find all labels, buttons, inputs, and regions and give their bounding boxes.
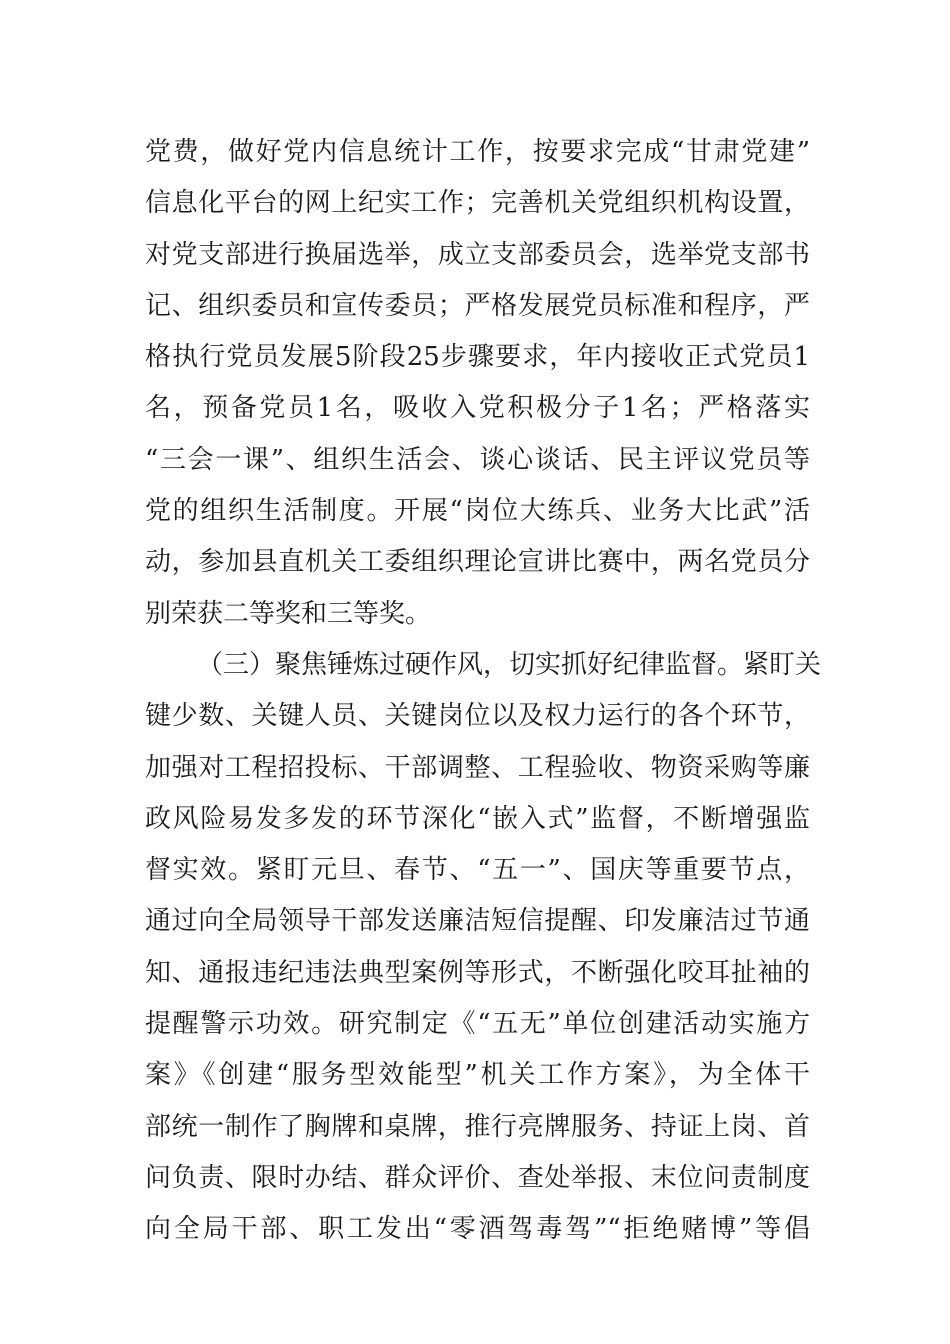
text-line: 党的组织生活制度。开展“岗位大练兵、业务大比武”活: [145, 496, 810, 527]
text-line: 督实效。紧盯元旦、春节、“五一”、国庆等重要节点，: [145, 855, 810, 886]
text-line: （三）聚焦锤炼过硬作风，切实抓好纪律监督。紧盯关: [197, 649, 822, 680]
text-line: 通过向全局领导干部发送廉洁短信提醒、印发廉洁过节通: [145, 906, 810, 937]
text-line: 部统一制作了胸牌和桌牌，推行亮牌服务、持证上岗、首: [145, 1111, 810, 1142]
paragraph-party-work: [145, 127, 810, 640]
text-line: 政风险易发多发的环节深化“嵌入式”监督，不断增强监: [145, 803, 810, 834]
text-line: 知、通报违纪违法典型案例等形式，不断强化咬耳扯袖的: [145, 957, 810, 988]
text-line: 案》《创建“服务型效能型”机关工作方案》，为全体干: [145, 1060, 810, 1091]
text-line: 记、组织委员和宣传委员；严格发展党员标准和程序，严: [145, 290, 810, 321]
text-line: 格执行党员发展5阶段25步骤要求，年内接收正式党员1: [145, 342, 810, 373]
text-line: 键少数、关键人员、关键岗位以及权力运行的各个环节，: [145, 701, 810, 732]
text-line: “三会一课”、组织生活会、谈心谈话、民主评议党员等: [145, 444, 810, 475]
text-line: 加强对工程招投标、干部调整、工程验收、物资采购等廉: [145, 752, 810, 783]
text-line: 向全局干部、职工发出“零酒驾毒驾”“拒绝赌博”等倡: [145, 1214, 810, 1245]
text-line: 提醒警示功效。研究制定《“五无”单位创建活动实施方: [145, 1009, 810, 1040]
text-line: 对党支部进行换届选举，成立支部委员会，选举党支部书: [145, 239, 810, 270]
text-line: 问负责、限时办结、群众评价、查处举报、末位问责制度: [145, 1162, 810, 1193]
text-line: 别荣获二等奖和三等奖。: [145, 598, 432, 629]
text-line: 名，预备党员1名，吸收入党积极分子1名；严格落实: [145, 393, 810, 424]
text-line: 动，参加县直机关工委组织理论宣讲比赛中，两名党员分: [145, 547, 810, 578]
text-line: 信息化平台的网上纪实工作；完善机关党组织机构设置，: [145, 188, 810, 219]
text-line: 党费，做好党内信息统计工作，按要求完成“甘肃党建”: [145, 137, 810, 167]
document-body: [145, 127, 822, 1256]
paragraph-discipline-supervision: [145, 640, 822, 1256]
